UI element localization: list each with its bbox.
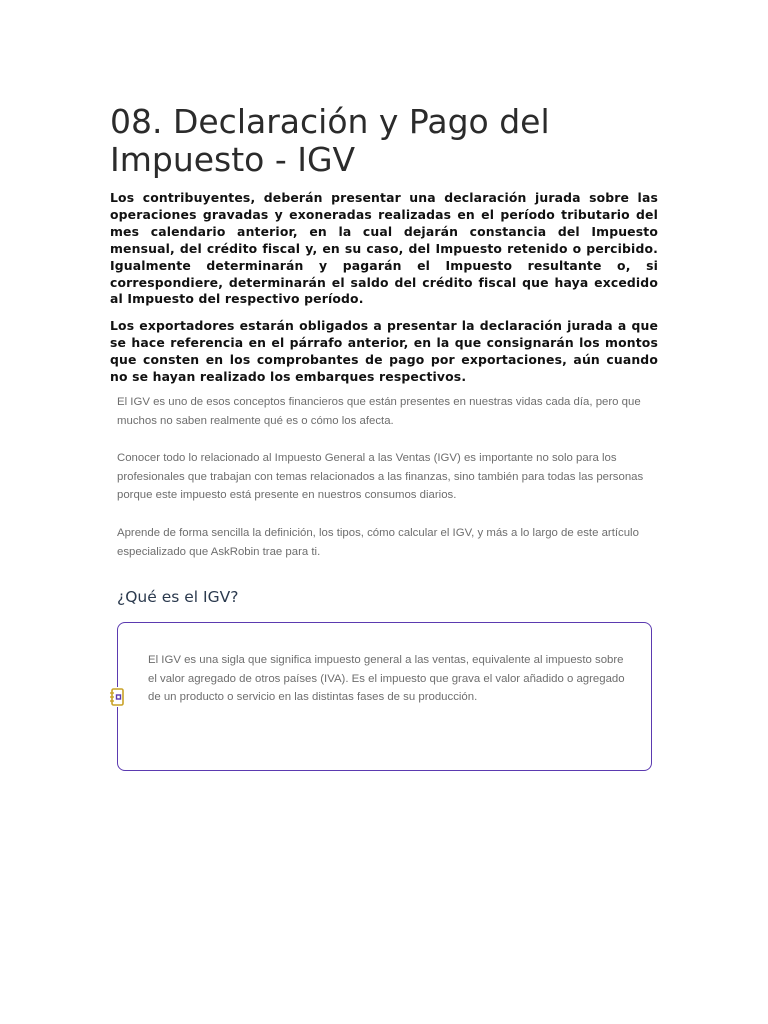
- definition-callout: [117, 622, 652, 771]
- callout-text: El IGV es una sigla que significa impuesto general a las ventas, equivalente al impuesto sobre el valor agregado de otros países (IVA). Es el impuesto que grava el valor añadido o agregado de un producto o servicio en las distintas fases de su producción.: [148, 654, 625, 704]
- article-paragraph-1: El IGV es uno de esos conceptos financieros que están presentes en nuestras vidas cada día, pero que muchos no saben realmente qué es o cómo los afecta.: [117, 396, 641, 427]
- article-paragraph-2: Conocer todo lo relacionado al Impuesto General a las Ventas (IGV) es importante no solo para los profesionales que trabajan con temas relacionados a las finanzas, sino también para todas las personas porque este impuesto está presente en nuestros consumos diarios.: [117, 452, 644, 502]
- notebook-icon: [109, 687, 126, 707]
- body-paragraph-2: Los exportadores estarán obligados a presentar la declaración jurada a que se hace referencia en el párrafo anterior, en la que consignarán los montos que consten en los comprobantes de pago por exportaciones, aún cuando no se hayan realizado los embarques respectivos.: [110, 318, 658, 384]
- body-paragraph-1: Los contribuyentes, deberán presentar una declaración jurada sobre las operaciones gravadas y exoneradas realizadas en el período tributario del mes calendario anterior, en la cual dejarán constancia del Impuesto mensual, del crédito fiscal y, en su caso, del Impuesto retenido o percibido. Igualmente determinarán y pagarán el Impuesto resultante o, si correspondiere, determinarán el saldo del crédito fiscal que haya excedido al Impuesto del respectivo período.: [110, 190, 658, 307]
- page-title: 08. Declaración y Pago del Impuesto - IGV: [110, 102, 550, 179]
- article-paragraph-3: Aprende de forma sencilla la definición, los tipos, cómo calcular el IGV, y más a lo largo de este artículo especializado que AskRobin trae para ti.: [117, 527, 639, 558]
- section-heading: ¿Qué es el IGV?: [117, 588, 239, 606]
